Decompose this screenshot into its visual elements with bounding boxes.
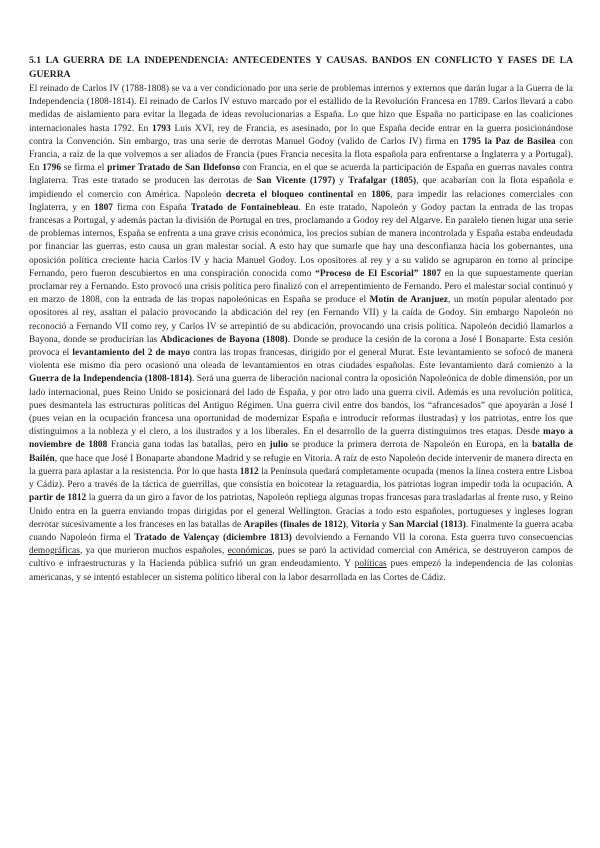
text-run: . Finalmente la guerra acaba cuando Napoleón firma el xyxy=(29,519,574,543)
bold-run: “Proceso de El Escorial” 1807 xyxy=(315,268,442,279)
bold-run: batalla de Bailén xyxy=(29,440,573,464)
bold-run: 1807 xyxy=(94,202,114,213)
document-page xyxy=(29,54,573,585)
text-run: con Francia, a raíz de la que volvemos a ser aliados de Francia (pues Francia necesita la flota española para enfrentarse a Inglaterra y a Portugal). En xyxy=(29,136,573,174)
bold-run: 1812 xyxy=(239,466,259,477)
text-run: , para impedir las relaciones comerciales con Inglaterra, y en xyxy=(29,189,573,213)
bold-run: Motín de Aranjuez xyxy=(369,295,448,306)
text-run: . Donde se produce la cesión de la corona a José I Bonaparte. Esta cesión provoca el xyxy=(29,334,573,359)
bold-run: Tratado de Valençay (diciembre 1813) xyxy=(134,532,292,543)
section-heading: 5.1 LA GUERRA DE LA INDEPENDENCIA: ANTECEDENTES Y CAUSAS. BANDOS EN CONFLICTO Y FASES DE LA GUERRA xyxy=(29,55,573,80)
bold-run: levantamiento del 2 de mayo xyxy=(72,348,191,359)
bold-run: 1795 la Paz de Basilea xyxy=(462,136,556,147)
text-run: . Será una guerra de liberación nacional contra la oposición Napoleónica de doble dimensión, por un lado internacional, pues Reino Unido se posicionará del lado de España, y por otro lado una guerra civil. Además es una revolución política, pues desmantela las estructuras políticas del Antiguo Régimen. Una guerra civil entre dos bandos, los “afrancesados” que apoyarán a José I (pues veían en la ocupación francesa una oportunidad de modernizar España e introducir reformas ilustradas) y los patriotas, entre los que distinguimos a la nobleza y el clero, a los ilustrados y a los liberales. En el desarrollo de la guerra distinguimos tres etapas. Desde xyxy=(29,374,573,438)
bold-run: Guerra de la Independencia (1808-1814) xyxy=(29,374,192,385)
bold-run: Vitoria xyxy=(350,519,380,530)
body-paragraph xyxy=(29,83,573,585)
bold-run: partir de 1812 xyxy=(29,493,87,504)
text-run: El reinado de Carlos IV (1788-1808) se va a ver condicionado por una serie de problemas internos y externos que darán lugar a la Guerra de la Independencia (1808-1814). El reinado de Carlos IV estuvo marcado por el estallido de la Revolución Francesa en 1789. Carlos llevará a cabo medidas de aislamiento para evitar la llegada de ideas revolucionarias a España. Lo que hizo que España no participase en las coaliciones internacionales hasta 1792. En xyxy=(29,84,573,134)
text-run: contra las tropas francesas, dirigido por el general Murat. Este levantamiento se sofocó de manera violenta ese mismo día pero ocasionó una oleada de levantamientos en otras ciudades españolas. Este levantamiento dará comienzo a la xyxy=(29,348,573,372)
text-run: Luis XVI, rey de Francia, es asesinado, por lo que España decide entrar en la guerra posicionándose contra la Convención. Sin embargo, tras una serie de derrotas Manuel Godoy (valido de Carlos IV) firma en xyxy=(29,123,573,147)
text-run: en la que supuestamente querían proclamar rey a Fernando. Esto provocó una crisis política pero finalizó con el arrepentimiento de Fernando. Pero el malestar social continuó y en marzo de 1808, con la entrada de las tropas napoleónicas en España se produce el xyxy=(29,268,574,306)
text-run: se produce la primera derrota de Napoleón en Europa, en la xyxy=(287,440,533,451)
bold-run: Tratado de Fontainebleau xyxy=(190,202,299,213)
text-run: firma con España xyxy=(113,202,191,213)
text-run: , pues se paró la actividad comercial con América, se destruyeron campos de cultivo e infraestructuras y la Hacienda pública sufrió un gran endeudamiento. Y xyxy=(29,546,573,570)
text-run: con Francia, en el que se acuerda la participación de España en guerras navales contra Inglaterra. Tras este tratado se producen las derrotas de xyxy=(29,163,573,187)
bold-run: San Marcial (1813) xyxy=(388,519,466,530)
text-run: y xyxy=(335,176,349,187)
bold-run: 1806 xyxy=(371,189,391,200)
text-run: la Península quedará completamente ocupada (menos la línea costera entre Lisboa y Cádiz). Pero a través de la táctica de guerrillas, que consistía en boicotear la retaguardia, los patriotas logran impedir toda la ocupación. A xyxy=(29,466,573,491)
bold-run: mayo a noviembre de 1808 xyxy=(29,427,574,451)
text-run: y xyxy=(379,519,389,530)
text-run: devolviendo a Fernando VII la corona. Esta guerra tuvo consecuencias xyxy=(291,532,573,543)
text-run: se firma el xyxy=(61,163,108,174)
text-run: , xyxy=(345,519,351,530)
text-run: , ya que murieron muchos españoles, xyxy=(79,546,228,557)
text-run: , que acabarían con la flota española e impidiendo el comercio con América. Napoleón xyxy=(29,176,574,200)
bold-run: Trafalgar (1805) xyxy=(348,176,417,187)
underlined-run: políticas xyxy=(354,559,387,570)
underlined-run: económicas xyxy=(227,546,273,557)
bold-run: julio xyxy=(269,440,288,451)
text-run: pues empezó la independencia de las colonias americanas, y se intentó establecer un sistema político liberal con la labor desarrollada en las Cortes de Cádiz. xyxy=(29,559,573,583)
bold-run: primer Tratado de San Ildefonso xyxy=(107,163,241,174)
bold-run: 1796 xyxy=(42,163,62,174)
text-run: , que hace que José I Bonaparte abandone Madrid y se refugie en Vitoria. A raíz de esto Napoleón decide intervenir de manera directa en la guerra para aplastar a la resistencia. Por lo que hasta xyxy=(29,453,573,477)
underlined-run: demográficas xyxy=(29,546,80,557)
text-run: , un motín popular alentado por opositores al rey, asaltan el palacio provocando la abdicación del rey (en Fernando VII) y la caída de Godoy. Sin embargo Napoleón no reconoció a Fernando VII como rey, y Carlos IV se arrepintió de su abdicación, provocando una crisis política. Napoleón decidió llamarlos a Bayona, donde se producirían las xyxy=(29,295,573,345)
bold-run: Abdicaciones de Bayona (1808) xyxy=(160,334,288,345)
text-run: . En este tratado, Napoleón y Godoy pactan la entrada de las tropas francesas a Portugal, y además pactan la división de Portugal en tres, proclamando a Godoy rey del Algarve. En paralelo tienen lugar una serie de problemas internos, España se enfrenta a una grave crisis económica, los precios subían de manera incontrolada y España estaba endeudada por financiar las guerras, esto causa un gran malestar social. A esto hay que sumarle que hay una desconfianza hacia los gobernantes, una oposición política creciente hacia Carlos IV y hacia Manuel Godoy. Los opositores al rey y a su valido se agruparon en torno al príncipe Fernando, pero fueron descubiertos en una conspiración conocida como xyxy=(29,202,574,279)
bold-run: decreta el bloqueo continental xyxy=(225,189,354,200)
text-run: la guerra da un giro a favor de los patriotas, Napoleón repliega algunas tropas francesas para trasladarlas al frente ruso, y Reino Unido entra en la guerra enviando tropas dirigidas por el general Wellington. Gracias a todo esto españoles, portugueses y ingleses logran derrotar sucesivamente a los franceses en las batallas de xyxy=(29,493,573,530)
bold-run: 1793 xyxy=(151,123,171,134)
bold-run: Arapiles (finales de 1812) xyxy=(243,519,346,530)
text-run: en xyxy=(353,189,372,200)
text-run: Francia gana todas las batallas, pero en xyxy=(107,440,270,451)
bold-run: San Vicente (1797) xyxy=(256,176,336,187)
